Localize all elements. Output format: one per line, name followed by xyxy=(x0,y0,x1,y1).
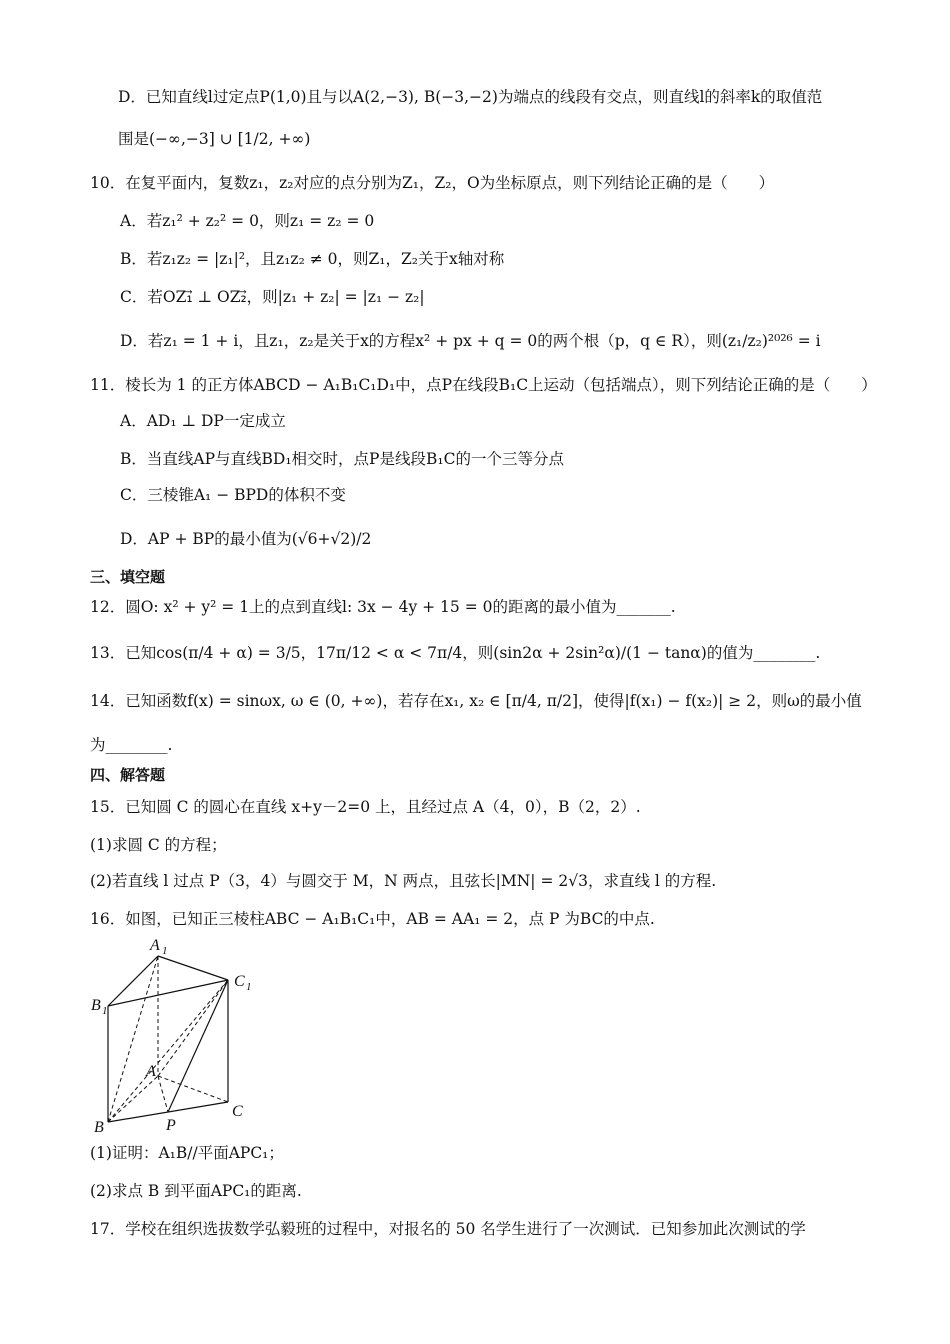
label-B: B xyxy=(94,1119,104,1134)
section-heading: 四、解答题 xyxy=(90,766,166,784)
text-line: 11．棱长为 1 的正方体ABCD − A₁B₁C₁D₁中，点P在线段B₁C上运动（包括端点），则下列结论正确的是（ ） xyxy=(90,376,877,394)
text-line: C．三棱锥A₁ − BPD的体积不变 xyxy=(120,486,346,504)
label-B1-sub: 1 xyxy=(102,1005,108,1017)
label-P: P xyxy=(166,1117,176,1134)
label-C1: C xyxy=(234,973,245,990)
label-C: C xyxy=(232,1103,243,1120)
text-line: 15．已知圆 C 的圆心在直线 x+y－2=0 上，且经过点 A（4，0），B（2，2）. xyxy=(90,798,641,816)
label-B1: B xyxy=(91,997,101,1014)
text-line: (2)若直线 l 过点 P（3，4）与圆交于 M，N 两点，且弦长|MN| = 2√3，求直线 l 的方程. xyxy=(90,872,717,890)
label-A1: A xyxy=(150,937,160,954)
text-line: 为________. xyxy=(90,736,173,754)
text-line: (1)证明：A₁B//平面APC₁； xyxy=(90,1144,284,1162)
label-A1-sub: 1 xyxy=(162,945,168,957)
label-C1-sub: 1 xyxy=(246,981,252,993)
section-heading: 三、填空题 xyxy=(90,568,166,586)
text-line: C．若OZ₁⃗ ⊥ OZ₂⃗，则|z₁ + z₂| = |z₁ − z₂| xyxy=(120,288,425,306)
text-line: D．已知直线l过定点P(1,0)且与以A(2,−3), B(−3,−2)为端点的线段有交点，则直线l的斜率k的取值范 xyxy=(118,88,823,106)
text-line: (1)求圆 C 的方程； xyxy=(90,836,227,854)
text-line: 16．如图，已知正三棱柱ABC − A₁B₁C₁中，AB = AA₁ = 2，点 P 为BC的中点. xyxy=(90,910,655,928)
text-line: D．AP + BP的最小值为(√6+√2)/2 xyxy=(120,530,372,548)
text-line: 13．已知cos(π/4 + α) = 3/5，17π/12 < α < 7π/4，则(sin2α + 2sin²α)/(1 − tanα)的值为________. xyxy=(90,644,821,662)
label-A: A xyxy=(146,1063,156,1080)
text-line: A．若z₁² + z₂² = 0，则z₁ = z₂ = 0 xyxy=(120,212,375,230)
text-line: 10．在复平面内，复数z₁，z₂对应的点分别为Z₁，Z₂，O为坐标原点，则下列结论正确的是（ ） xyxy=(90,174,775,192)
text-line: D．若z₁ = 1 + i，且z₁，z₂是关于x的方程x² + px + q = 0的两个根（p，q ∈ R），则(z₁/z₂)²⁰²⁶ = i xyxy=(120,332,821,350)
text-line: 14．已知函数f(x) = sinωx, ω ∈ (0, +∞)，若存在x₁, x₂ ∈ [π/4, π/2]，使得|f(x₁) − f(x₂)| ≥ 2，则ω的最小值 xyxy=(90,692,862,710)
text-line: 围是(−∞,−3] ∪ [1/2, +∞) xyxy=(118,130,311,148)
text-line: 17．学校在组织选拔数学弘毅班的过程中，对报名的 50 名学生进行了一次测试．已知参加此次测试的学 xyxy=(90,1220,806,1238)
triangular-prism-figure xyxy=(88,934,268,1134)
text-line: 12．圆O: x² + y² = 1上的点到直线l: 3x − 4y + 15 = 0的距离的最小值为_______. xyxy=(90,598,676,616)
text-line: B．当直线AP与直线BD₁相交时，点P是线段B₁C的一个三等分点 xyxy=(120,450,564,468)
text-line: A．AD₁ ⊥ DP一定成立 xyxy=(120,412,286,430)
text-line: (2)求点 B 到平面APC₁的距离. xyxy=(90,1182,302,1200)
text-line: B．若z₁z₂ = |z₁|²，且z₁z₂ ≠ 0，则Z₁，Z₂关于x轴对称 xyxy=(120,250,505,268)
